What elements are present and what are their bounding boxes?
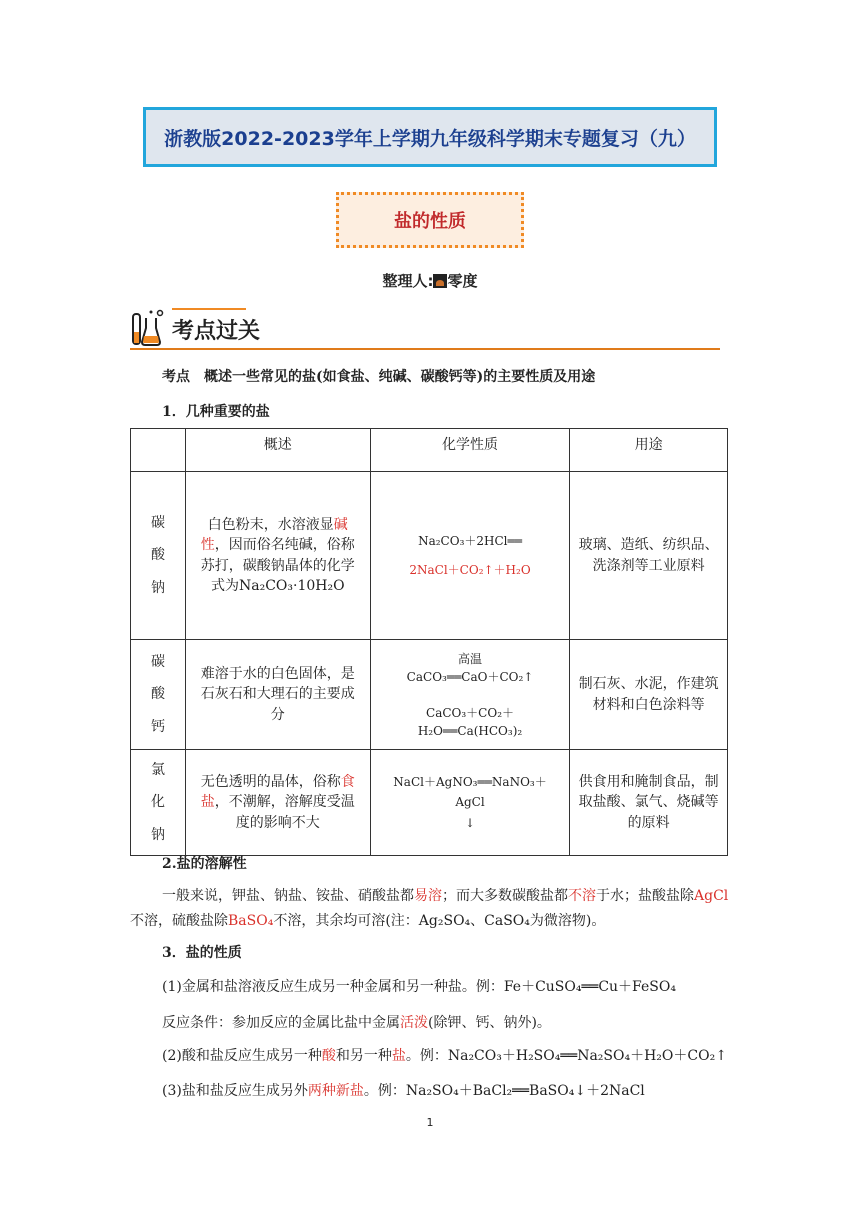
property-2: (2)酸和盐反应生成另一种酸和另一种盐。例：Na₂CO₃＋H₂SO₄══Na₂SO₄＋H₂O＋CO₂↑: [162, 1048, 727, 1064]
salt-chem: NaCl＋AgNO₃══NaNO₃＋AgCl ↓: [370, 750, 570, 856]
table-row: [131, 640, 728, 750]
heading-underline: [130, 348, 720, 350]
solubility-paragraph: 一般来说，钾盐、钠盐、铵盐、硝酸盐都易溶；而大多数碳酸盐都不溶于水；盐酸盐除AgCl不溶，硫酸盐除BaSO₄不溶，其余均可溶(注：Ag₂SO₄、CaSO₄为微溶物)。: [130, 888, 729, 930]
property-3: (3)盐和盐反应生成另外两种新盐。例：Na₂SO₄＋BaCl₂══BaSO₄↓＋2NaCl: [162, 1083, 645, 1099]
salt-desc: 无色透明的晶体，俗称食盐，不潮解，溶解度受温度的影响不大: [185, 750, 370, 856]
header-overview: 概述: [185, 429, 370, 472]
heading-accent-line: [172, 308, 246, 310]
property-1: (1)金属和盐溶液反应生成另一种金属和另一种盐。例：Fe＋CuSO₄══Cu＋FeSO₄: [162, 979, 676, 995]
section-2-title: 2.盐的溶解性: [162, 856, 247, 872]
compiler-name: 零度: [447, 272, 478, 290]
page-number: 1: [426, 1116, 434, 1129]
salt-use: 供食用和腌制食品，制取盐酸、氯气、烧碱等的原料: [570, 750, 728, 856]
compiler-label: 整理人:: [382, 272, 434, 290]
header-blank: [131, 429, 186, 472]
flask-icon: [130, 308, 164, 348]
salts-table: [130, 428, 728, 856]
salt-use: 玻璃、造纸、纺织品、洗涤剂等工业原料: [570, 472, 728, 640]
section-1-title: 1．几种重要的盐: [162, 404, 270, 420]
topic-statement: 考点 概述一些常见的盐(如食盐、纯碱、碳酸钙等)的主要性质及用途: [162, 369, 596, 385]
table-header-row: [131, 429, 728, 472]
section-3-title: 3．盐的性质: [162, 945, 242, 961]
salt-desc: 难溶于水的白色固体，是石灰石和大理石的主要成分: [185, 640, 370, 750]
salt-desc: 白色粉末，水溶液显碱性，因而俗名纯碱，俗称苏打，碳酸钠晶体的化学式为Na₂CO₃·10H₂O: [185, 472, 370, 640]
table-row: [131, 472, 728, 640]
section-heading-label: 考点过关: [172, 319, 261, 344]
salt-chem: 高温 CaCO₃══CaO＋CO₂↑ CaCO₃＋CO₂＋H₂O══Ca(HCO₃)₂: [370, 640, 570, 750]
avatar-icon: [433, 274, 447, 288]
salt-use: 制石灰、水泥，作建筑材料和白色涂料等: [570, 640, 728, 750]
header-chem: 化学性质: [370, 429, 570, 472]
salt-name: 碳 酸 钙: [131, 640, 186, 750]
salt-name: 碳 酸 钠: [131, 472, 186, 640]
section-heading: [130, 306, 720, 350]
document-title: 浙教版2022-2023学年上学期九年级科学期末专题复习（九）: [143, 107, 717, 167]
property-1-condition: 反应条件：参加反应的金属比盐中金属活泼(除钾、钙、钠外)。: [162, 1015, 551, 1031]
header-use: 用途: [570, 429, 728, 472]
salt-chem: Na₂CO₃＋2HCl══ 2NaCl＋CO₂↑＋H₂O: [370, 472, 570, 640]
topic-title: 盐的性质: [336, 192, 524, 248]
salt-name: 氯 化 钠: [131, 750, 186, 856]
table-row: [131, 750, 728, 856]
compiler-line: [0, 270, 860, 291]
